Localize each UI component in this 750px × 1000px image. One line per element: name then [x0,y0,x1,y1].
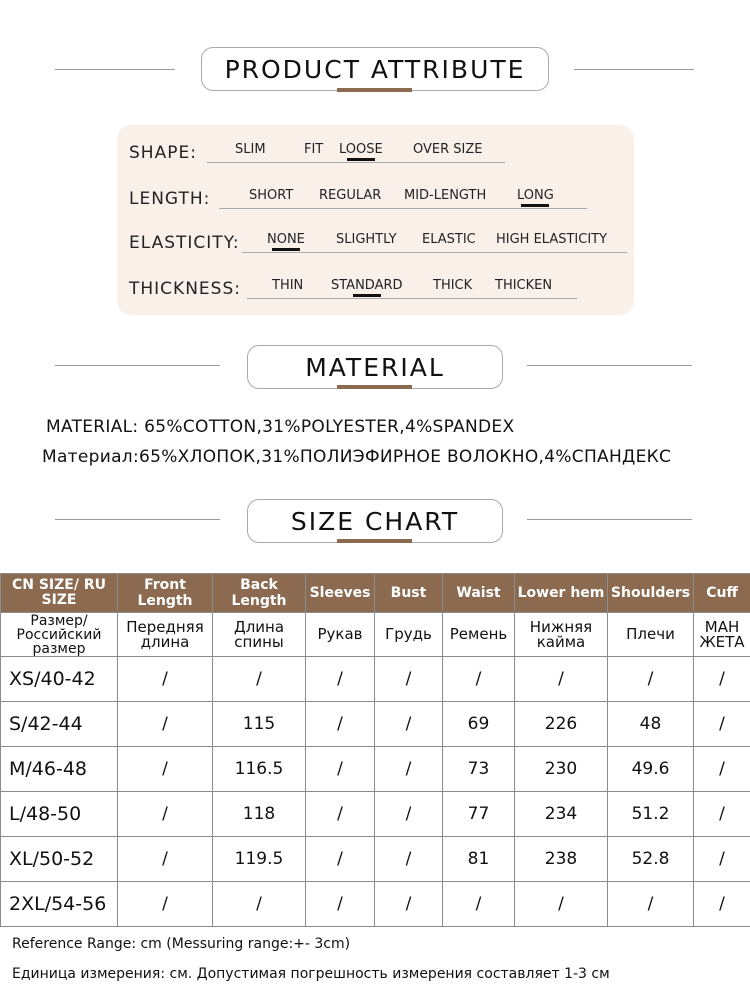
attribute-option: OVER SIZE [413,142,483,157]
table-cell: / [694,747,750,792]
table-cell: / [694,882,750,927]
title-accent-bar [337,88,412,92]
attribute-row [129,181,629,211]
divider-left [55,519,220,520]
section-title-size-chart: SIZE CHART [247,499,503,543]
table-cell: / [118,702,213,747]
material-text-en: MATERIAL: 65%COTTON,31%POLYESTER,4%SPANDEX [46,417,515,437]
table-cell: / [375,702,443,747]
table-cell: 73 [443,747,515,792]
table-cell: 77 [443,792,515,837]
divider-left [55,69,175,70]
divider-right [527,365,692,366]
table-cell: / [694,702,750,747]
table-cell: / [515,657,608,702]
attribute-option: REGULAR [319,188,382,203]
attribute-option: LONG [517,188,554,203]
table-cell: / [306,702,375,747]
table-cell: Cuff [694,574,750,613]
table-cell: / [375,882,443,927]
attribute-underline [247,298,577,299]
section-title-product-attribute: PRODUCT ATTRIBUTE [201,47,549,91]
table-cell: Waist [443,574,515,613]
attribute-option: STANDARD [331,278,403,293]
material-text-ru: Материал:65%ХЛОПОК,31%ПОЛИЭФИРНОЕ ВОЛОКНО,4%СПАНДЕКС [42,447,672,467]
size-chart-table [0,573,750,927]
table-cell: / [608,882,694,927]
table-cell: / [213,882,306,927]
attribute-option: LOOSE [339,142,383,157]
attribute-option: THICKEN [495,278,553,293]
table-cell: XS/40-42 [1,657,118,702]
table-cell: Lower hem [515,574,608,613]
table-cell: / [375,792,443,837]
table-cell: Sleeves [306,574,375,613]
table-cell: Плечи [608,613,694,657]
table-cell: / [306,747,375,792]
selected-marker [521,204,549,207]
attribute-label: SHAPE: [129,143,197,163]
attribute-option: MID-LENGTH [404,188,487,203]
attribute-option: FIT [304,142,324,157]
table-cell: / [375,657,443,702]
table-cell: M/46-48 [1,747,118,792]
selected-marker [353,294,381,297]
table-cell: / [306,657,375,702]
attribute-option: NONE [267,232,305,247]
table-cell: CN SIZE/ RU SIZE [1,574,118,613]
title-accent-bar [337,539,412,543]
divider-right [527,519,692,520]
table-cell: Грудь [375,613,443,657]
attribute-underline [207,162,505,163]
table-cell: Shoulders [608,574,694,613]
table-cell: / [443,657,515,702]
table-cell: 118 [213,792,306,837]
table-cell: / [118,657,213,702]
attribute-underline [219,208,587,209]
divider-left [55,365,220,366]
selected-marker [347,158,375,161]
table-cell: 49.6 [608,747,694,792]
table-cell: / [306,882,375,927]
reference-range-note: Reference Range: cm (Messuring range:+- 3cm) [12,936,351,952]
attribute-option: ELASTIC [422,232,476,247]
table-cell: / [306,792,375,837]
table-cell: Bust [375,574,443,613]
attribute-option: SLIGHTLY [336,232,397,247]
table-cell: 2XL/54-56 [1,882,118,927]
table-cell: 119.5 [213,837,306,882]
table-cell: Back Length [213,574,306,613]
table-cell: 116.5 [213,747,306,792]
table-row [1,657,750,702]
table-cell: 234 [515,792,608,837]
attribute-row [129,271,629,301]
attribute-row [129,135,629,165]
table-cell: / [608,657,694,702]
table-cell: 52.8 [608,837,694,882]
attribute-row [129,225,629,255]
table-cell: Передняя длина [118,613,213,657]
attribute-option: HIGH ELASTICITY [496,232,608,247]
table-cell: Размер/ Российский размер [1,613,118,657]
table-cell: / [118,882,213,927]
title-accent-bar [337,385,412,389]
divider-right [574,69,694,70]
table-cell: Рукав [306,613,375,657]
table-cell: 69 [443,702,515,747]
table-cell: / [375,747,443,792]
reference-range-note-ru: Единица измерения: см. Допустимая погрешность измерения составляет 1-3 см [12,966,610,982]
attribute-label: THICKNESS: [129,279,241,299]
table-cell: Нижняя кайма [515,613,608,657]
table-row [1,837,750,882]
table-row [1,702,750,747]
table-cell: / [118,837,213,882]
table-cell: / [118,747,213,792]
table-cell: 115 [213,702,306,747]
table-cell: / [443,882,515,927]
attribute-option: THICK [433,278,473,293]
table-cell: / [694,657,750,702]
table-cell: / [515,882,608,927]
table-row [1,747,750,792]
attribute-label: ELASTICITY: [129,233,240,253]
table-cell: 238 [515,837,608,882]
attribute-label: LENGTH: [129,189,211,209]
table-header-row [1,574,750,613]
table-cell: / [694,837,750,882]
table-cell: L/48-50 [1,792,118,837]
table-cell: Длина спины [213,613,306,657]
table-cell: 81 [443,837,515,882]
table-cell: Front Length [118,574,213,613]
table-row [1,792,750,837]
table-cell: XL/50-52 [1,837,118,882]
attribute-option: SHORT [249,188,294,203]
table-cell: / [694,792,750,837]
table-cell: / [213,657,306,702]
attribute-panel [117,125,634,315]
table-header-row-ru [1,613,750,657]
table-cell: / [118,792,213,837]
table-cell: 51.2 [608,792,694,837]
attribute-option: THIN [272,278,304,293]
section-title-material: MATERIAL [247,345,503,389]
table-cell: 230 [515,747,608,792]
attribute-option: SLIM [235,142,266,157]
table-cell: МАН ЖЕТА [694,613,750,657]
table-cell: / [375,837,443,882]
table-row [1,882,750,927]
table-cell: Ремень [443,613,515,657]
selected-marker [272,248,300,251]
table-cell: 48 [608,702,694,747]
table-cell: 226 [515,702,608,747]
attribute-underline [242,252,627,253]
table-cell: / [306,837,375,882]
table-cell: S/42-44 [1,702,118,747]
